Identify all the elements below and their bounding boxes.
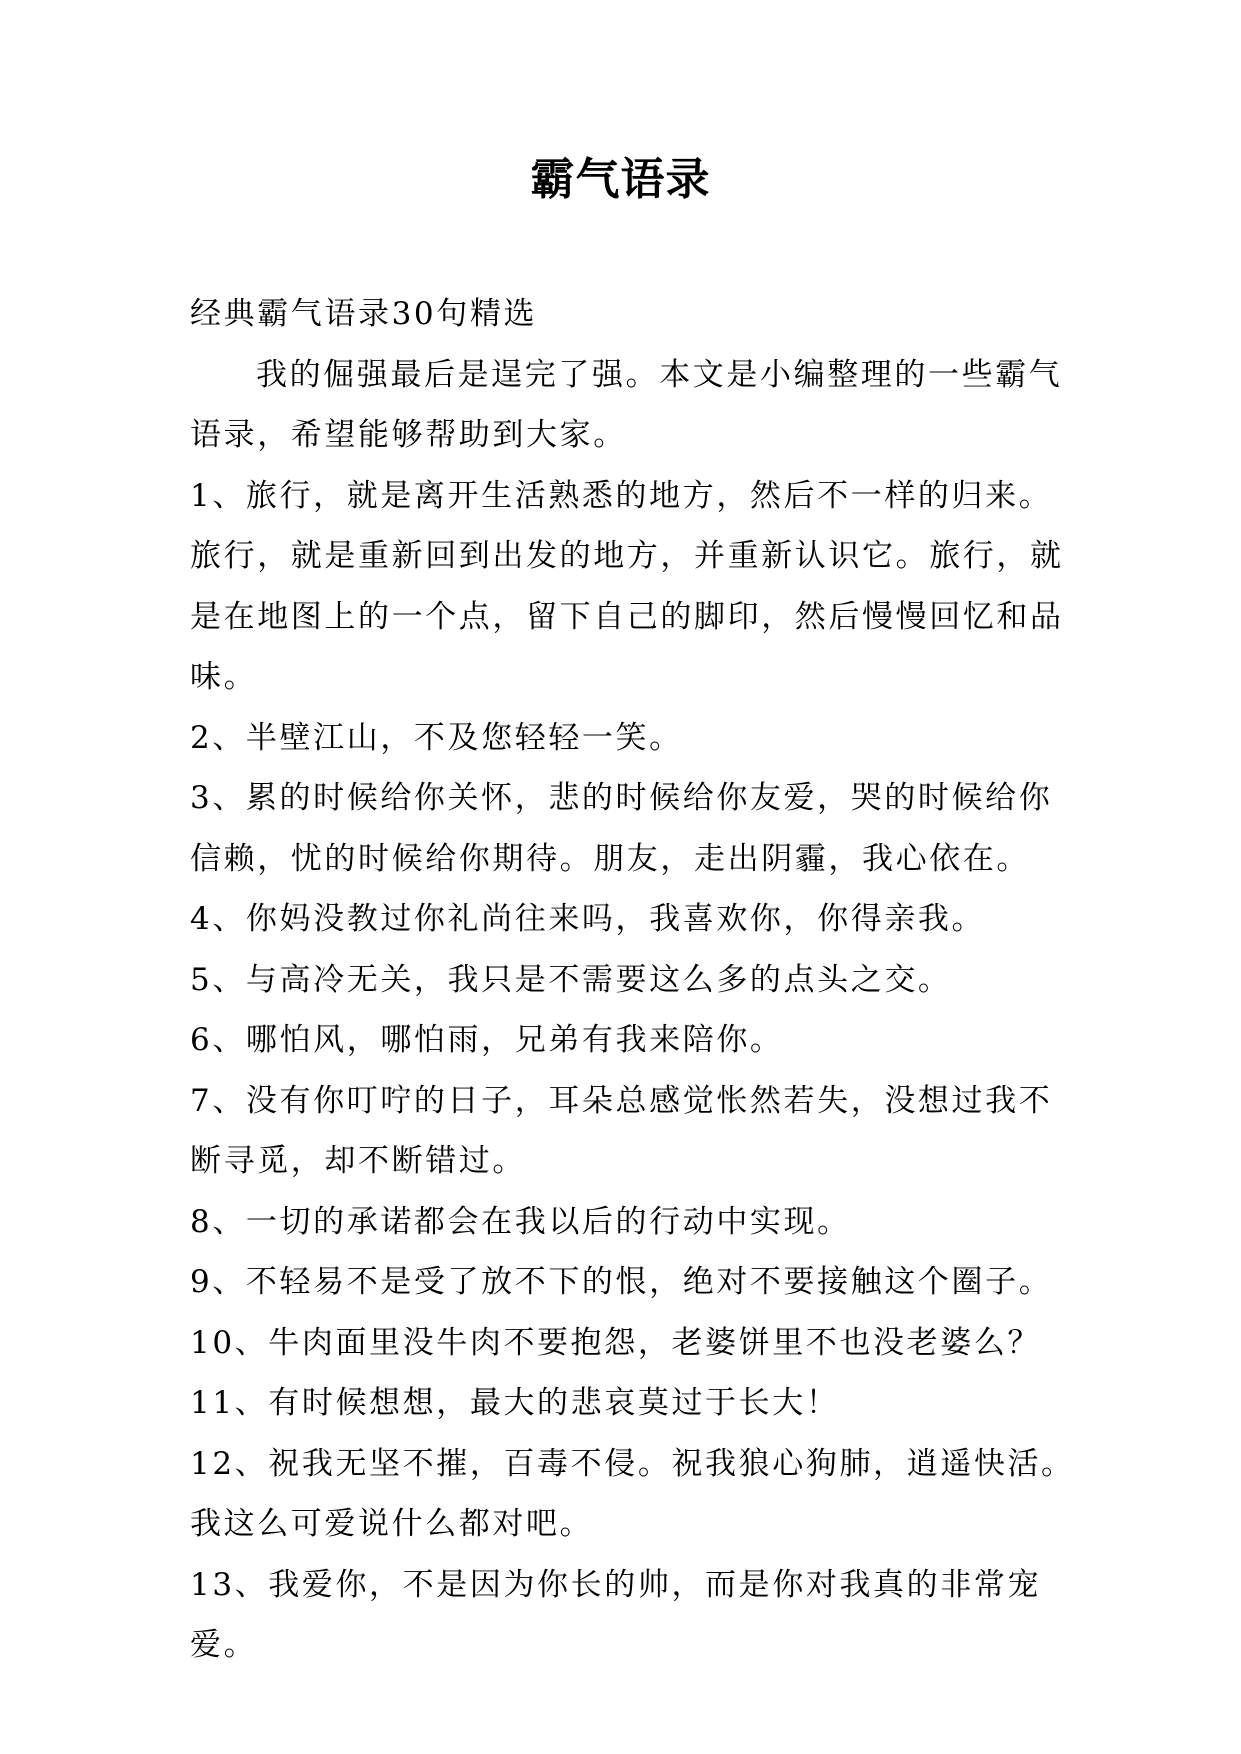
quote-item-10: 10、牛肉面里没牛肉不要抱怨，老婆饼里不也没老婆么？	[190, 1324, 1042, 1361]
quote-item-13: 13、我爱你，不是因为你长的帅，而是你对我真的非常宠爱。	[190, 1566, 1042, 1663]
document-subtitle: 经典霸气语录30句精选	[190, 296, 538, 332]
quote-item-8: 8、一切的承诺都会在我以后的行动中实现。	[190, 1203, 851, 1240]
quote-item-12: 12、祝我无坚不摧，百毒不侵。祝我狼心狗肺，逍遥快活。我这么可爱说什么都对吧。	[190, 1445, 1075, 1542]
document-title: 霸气语录	[530, 154, 711, 205]
quote-item-1: 1、旅行，就是离开生活熟悉的地方，然后不一样的归来。旅行，就是重新回到出发的地方，并重新认识它。旅行，就是在地图上的一个点，留下自己的脚印，然后慢慢回忆和品味。	[190, 477, 1064, 695]
quote-item-5: 5、与高冷无关，我只是不需要这么多的点头之交。	[190, 961, 952, 998]
quote-item-3: 3、累的时候给你关怀，悲的时候给你友爱，哭的时候给你信赖，忧的时候给你期待。朋友，走出阴霾，我心依在。	[190, 780, 1053, 877]
quote-item-9: 9、不轻易不是受了放不下的恨，绝对不要接触这个圈子。	[190, 1264, 1053, 1300]
quote-item-4: 4、你妈没教过你礼尚往来吗，我喜欢你，你得亲我。	[190, 901, 986, 937]
quote-item-7: 7、没有你叮咛的日子，耳朵总感觉怅然若失，没想过我不断寻觅，却不断错过。	[190, 1082, 1053, 1179]
document-body	[190, 284, 1085, 1676]
quote-item-11: 11、有时候想想，最大的悲哀莫过于长大！	[190, 1385, 840, 1421]
intro-paragraph: 我的倔强最后是逞完了强。本文是小编整理的一些霸气语录，希望能够帮助到大家。	[190, 356, 1063, 453]
quote-item-2: 2、半壁江山，不及您轻轻一笑。	[190, 719, 683, 756]
quote-item-6: 6、哪怕风，哪怕雨，兄弟有我来陪你。	[190, 1022, 784, 1058]
